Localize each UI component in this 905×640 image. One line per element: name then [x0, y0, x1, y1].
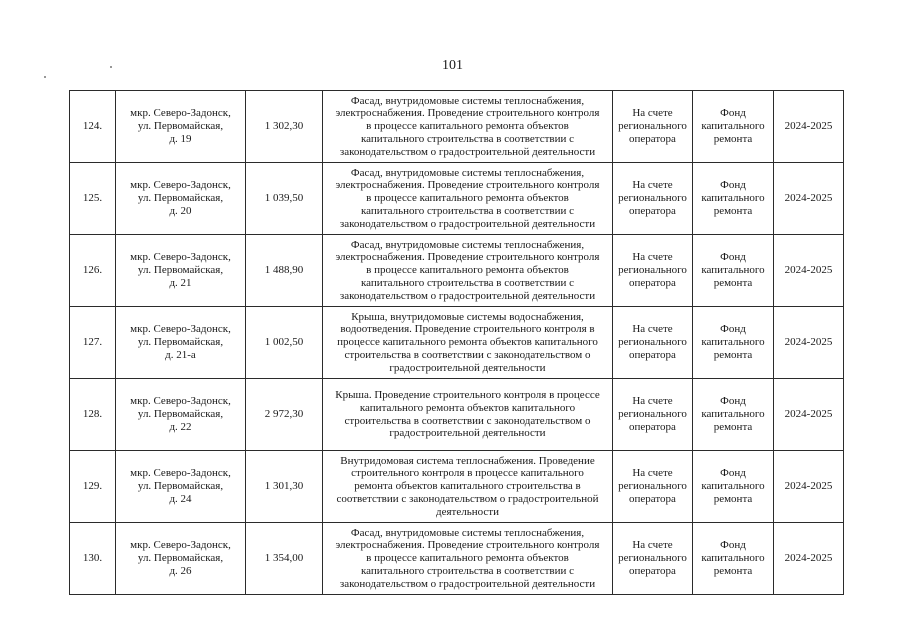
address-cell: [116, 235, 246, 307]
account-cell-line: оператора: [629, 564, 676, 577]
fund-cell-line: ремонта: [713, 348, 753, 361]
fund-cell-line: капитального: [701, 192, 765, 205]
account-cell: [613, 163, 693, 235]
works-cell-line: ремонта объектов капитального строительства в: [354, 480, 581, 493]
table-row: [70, 91, 844, 163]
works-cell: [323, 91, 613, 163]
works-cell-line: соответствии с законодательством о градостроительной: [336, 492, 599, 505]
address-cell-line: ул. Первомайская,: [137, 480, 224, 493]
address-cell-line: мкр. Северо-Задонск,: [130, 467, 231, 480]
fund-cell-line: Фонд: [720, 251, 746, 264]
fund-cell-line: Фонд: [720, 107, 746, 120]
fund-cell-line: ремонта: [713, 564, 753, 577]
account-cell-line: регионального: [618, 120, 687, 133]
fund-cell-line: капитального: [701, 408, 765, 421]
works-cell: [323, 163, 613, 235]
account-cell-line: На счете: [632, 323, 673, 336]
period-cell: 2024-2025: [774, 379, 844, 451]
works-cell-line: Крыша. Проведение строительного контроля в процессе: [335, 389, 600, 402]
account-cell-line: оператора: [629, 276, 676, 289]
account-cell-line: На счете: [632, 467, 673, 480]
period-cell: 2024-2025: [774, 235, 844, 307]
works-cell-line: градостроительной деятельности: [389, 361, 546, 374]
fund-cell-line: Фонд: [720, 539, 746, 552]
works-cell-line: Крыша, внутридомовые системы водоснабжения,: [351, 310, 584, 323]
table-row: [70, 451, 844, 523]
works-cell-line: законодательством о градостроительной деятельности: [339, 145, 596, 158]
fund-cell-line: Фонд: [720, 467, 746, 480]
repair-schedule-table: [69, 90, 844, 595]
works-cell-line: водоотведения. Проведение строительного контроля в: [340, 323, 595, 336]
works-cell-line: Фасад, внутридомовые системы теплоснабжения,: [350, 238, 585, 251]
works-cell-line: процессе капитального ремонта объектов капитального: [337, 336, 598, 349]
address-cell-line: д. 24: [169, 492, 192, 505]
fund-cell-line: капитального: [701, 264, 765, 277]
account-cell-line: На счете: [632, 395, 673, 408]
works-cell: [323, 451, 613, 523]
account-cell-line: оператора: [629, 132, 676, 145]
works-cell-line: законодательством о градостроительной деятельности: [339, 577, 596, 590]
period-cell: 2024-2025: [774, 163, 844, 235]
works-cell: [323, 235, 613, 307]
fund-cell-line: капитального: [701, 552, 765, 565]
works-cell-line: электроснабжения. Проведение строительного контроля: [335, 107, 600, 120]
address-cell-line: мкр. Северо-Задонск,: [130, 323, 231, 336]
works-cell-line: капитального строительства в соответствии с: [361, 204, 574, 217]
scan-speck: [110, 66, 112, 68]
account-cell-line: регионального: [618, 552, 687, 565]
area-cell: 1 354,00: [246, 523, 323, 595]
address-cell-line: д. 21-а: [165, 348, 196, 361]
area-cell: 1 002,50: [246, 307, 323, 379]
works-cell-line: строительства в соответствии с законодательством о: [344, 348, 591, 361]
fund-cell: [693, 163, 774, 235]
works-cell-line: капитального строительства в соответствии с: [361, 132, 574, 145]
row-number: 129.: [70, 451, 116, 523]
fund-cell-line: капитального: [701, 336, 765, 349]
period-cell: 2024-2025: [774, 523, 844, 595]
works-cell: [323, 307, 613, 379]
works-cell-line: капитального ремонта объектов капитального: [359, 401, 576, 414]
period-cell: 2024-2025: [774, 451, 844, 523]
works-cell-line: капитального строительства в соответствии с: [361, 276, 574, 289]
row-number: 127.: [70, 307, 116, 379]
address-cell-line: д. 20: [169, 204, 192, 217]
fund-cell: [693, 451, 774, 523]
account-cell: [613, 235, 693, 307]
account-cell: [613, 91, 693, 163]
area-cell: 2 972,30: [246, 379, 323, 451]
period-cell: 2024-2025: [774, 91, 844, 163]
row-number: 126.: [70, 235, 116, 307]
period-cell: 2024-2025: [774, 307, 844, 379]
account-cell-line: На счете: [632, 179, 673, 192]
area-cell: 1 302,30: [246, 91, 323, 163]
address-cell: [116, 451, 246, 523]
account-cell-line: регионального: [618, 408, 687, 421]
fund-cell-line: Фонд: [720, 395, 746, 408]
table-row: [70, 163, 844, 235]
account-cell-line: На счете: [632, 107, 673, 120]
account-cell-line: регионального: [618, 336, 687, 349]
row-number: 130.: [70, 523, 116, 595]
table-row: [70, 307, 844, 379]
page-number: 101: [442, 58, 463, 73]
fund-cell: [693, 379, 774, 451]
address-cell: [116, 379, 246, 451]
address-cell-line: д. 21: [169, 276, 192, 289]
account-cell-line: оператора: [629, 204, 676, 217]
works-cell-line: законодательством о градостроительной деятельности: [339, 289, 596, 302]
works-cell-line: капитального строительства в соответствии с: [361, 564, 574, 577]
works-cell-line: градостроительной деятельности: [389, 427, 546, 440]
scan-speck: [44, 76, 46, 78]
area-cell: 1 488,90: [246, 235, 323, 307]
account-cell-line: На счете: [632, 251, 673, 264]
fund-cell-line: капитального: [701, 480, 765, 493]
address-cell-line: д. 22: [169, 420, 192, 433]
fund-cell-line: ремонта: [713, 276, 753, 289]
works-cell-line: в процессе капитального ремонта объектов: [366, 264, 569, 277]
works-cell-line: электроснабжения. Проведение строительного контроля: [335, 251, 600, 264]
account-cell-line: регионального: [618, 264, 687, 277]
works-cell: [323, 379, 613, 451]
works-cell-line: строительства в соответствии с законодательством о: [344, 414, 591, 427]
works-cell-line: деятельности: [436, 505, 499, 518]
works-cell-line: в процессе капитального ремонта объектов: [366, 552, 569, 565]
works-cell-line: Фасад, внутридомовые системы теплоснабжения,: [350, 94, 585, 107]
account-cell-line: На счете: [632, 539, 673, 552]
address-cell-line: мкр. Северо-Задонск,: [130, 395, 231, 408]
table-row: [70, 523, 844, 595]
row-number: 128.: [70, 379, 116, 451]
fund-cell-line: Фонд: [720, 179, 746, 192]
works-cell-line: в процессе капитального ремонта объектов: [366, 120, 569, 133]
fund-cell-line: ремонта: [713, 420, 753, 433]
address-cell-line: мкр. Северо-Задонск,: [130, 107, 231, 120]
address-cell: [116, 523, 246, 595]
fund-cell-line: капитального: [701, 120, 765, 133]
address-cell: [116, 163, 246, 235]
account-cell-line: регионального: [618, 480, 687, 493]
fund-cell-line: ремонта: [713, 204, 753, 217]
account-cell-line: оператора: [629, 492, 676, 505]
table-row: [70, 379, 844, 451]
area-cell: 1 039,50: [246, 163, 323, 235]
works-cell-line: электроснабжения. Проведение строительного контроля: [335, 179, 600, 192]
account-cell-line: оператора: [629, 420, 676, 433]
fund-cell: [693, 523, 774, 595]
address-cell: [116, 307, 246, 379]
address-cell-line: мкр. Северо-Задонск,: [130, 179, 231, 192]
works-cell-line: Фасад, внутридомовые системы теплоснабжения,: [350, 166, 585, 179]
address-cell-line: д. 19: [169, 132, 192, 145]
account-cell-line: регионального: [618, 192, 687, 205]
fund-cell-line: ремонта: [713, 132, 753, 145]
fund-cell-line: Фонд: [720, 323, 746, 336]
address-cell-line: ул. Первомайская,: [137, 336, 224, 349]
address-cell: [116, 91, 246, 163]
address-cell-line: мкр. Северо-Задонск,: [130, 539, 231, 552]
address-cell-line: ул. Первомайская,: [137, 192, 224, 205]
account-cell-line: оператора: [629, 348, 676, 361]
table-body: [70, 91, 844, 595]
fund-cell-line: ремонта: [713, 492, 753, 505]
address-cell-line: мкр. Северо-Задонск,: [130, 251, 231, 264]
address-cell-line: ул. Первомайская,: [137, 552, 224, 565]
table-row: [70, 235, 844, 307]
row-number: 125.: [70, 163, 116, 235]
row-number: 124.: [70, 91, 116, 163]
account-cell: [613, 451, 693, 523]
works-cell-line: в процессе капитального ремонта объектов: [366, 192, 569, 205]
works-cell: [323, 523, 613, 595]
works-cell-line: законодательством о градостроительной деятельности: [339, 217, 596, 230]
address-cell-line: д. 26: [169, 564, 192, 577]
address-cell-line: ул. Первомайская,: [137, 408, 224, 421]
fund-cell: [693, 235, 774, 307]
fund-cell: [693, 91, 774, 163]
fund-cell: [693, 307, 774, 379]
works-cell-line: Внутридомовая система теплоснабжения. Проведение: [340, 454, 595, 467]
address-cell-line: ул. Первомайская,: [137, 264, 224, 277]
address-cell-line: ул. Первомайская,: [137, 120, 224, 133]
account-cell: [613, 307, 693, 379]
area-cell: 1 301,30: [246, 451, 323, 523]
account-cell: [613, 379, 693, 451]
works-cell-line: Фасад, внутридомовые системы теплоснабжения,: [350, 526, 585, 539]
works-cell-line: электроснабжения. Проведение строительного контроля: [335, 539, 600, 552]
account-cell: [613, 523, 693, 595]
works-cell-line: строительного контроля в процессе капитального: [351, 467, 584, 480]
